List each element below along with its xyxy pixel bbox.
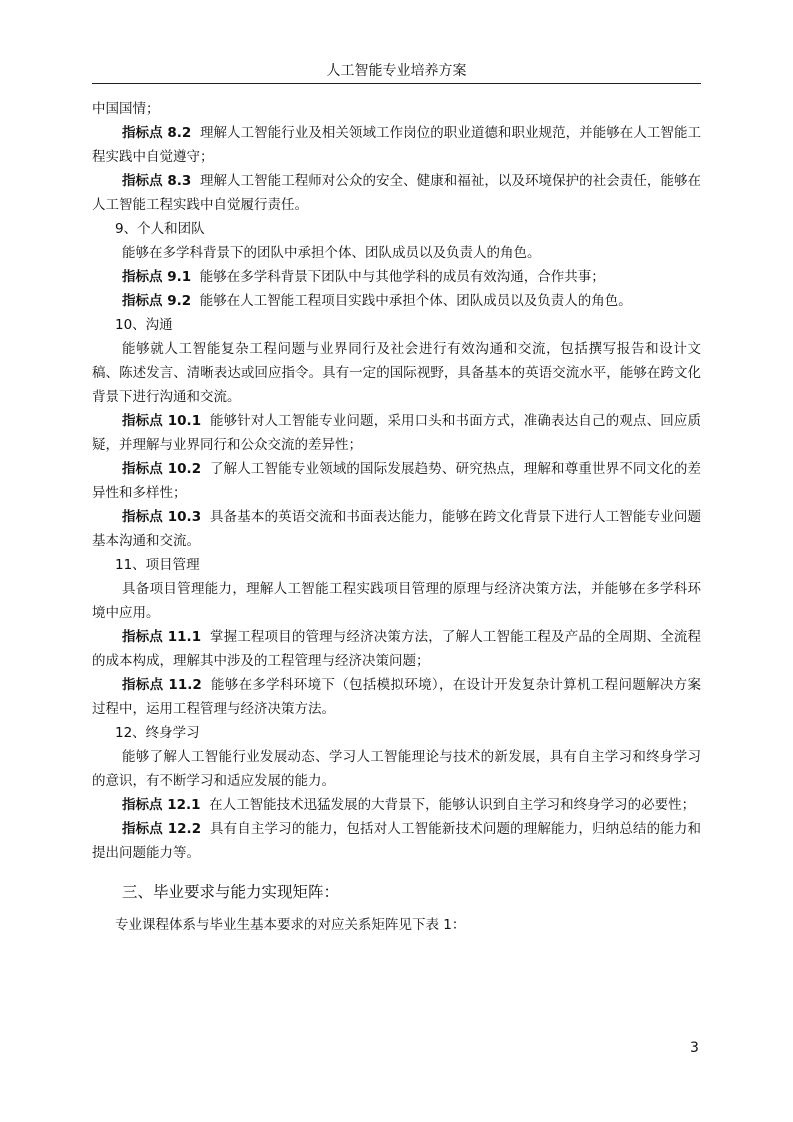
indicator-label: 指标点 12.2 bbox=[122, 821, 202, 837]
indicator-text: 了解人工智能专业领域的国际发展趋势、研究热点，理解和尊重世界不同文化的差异性和多样性； bbox=[92, 461, 701, 501]
indicator-label: 指标点 10.3 bbox=[122, 509, 202, 525]
indicator-text: 掌握工程项目的管理与经济决策方法，了解人工智能工程及产品的全周期、全流程的成本构成，理解其中涉及的工程管理与经济决策问题； bbox=[92, 629, 701, 669]
indicator-label: 指标点 8.3 bbox=[122, 173, 192, 189]
page-header: 人工智能专业培养方案 bbox=[326, 63, 467, 79]
section-three-desc: 专业课程体系与毕业生基本要求的对应关系矩阵见下表 1： bbox=[115, 917, 466, 933]
indicator-12-1 bbox=[92, 793, 701, 817]
indicator-text: 能够在多学科环境下（包括模拟环境），在设计开发复杂计算机工程问题解决方案过程中，运用工程管理与经济决策方法。 bbox=[92, 677, 701, 717]
indicator-12-2 bbox=[92, 817, 701, 865]
indicator-11-1 bbox=[92, 625, 701, 673]
paragraph-continuation: 中国国情； bbox=[92, 101, 160, 117]
indicator-text: 理解人工智能工程师对公众的安全、健康和福祉，以及环境保护的社会责任，能够在人工智能工程实践中自觉履行责任。 bbox=[92, 173, 701, 213]
section-three-heading: 三、毕业要求与能力实现矩阵： bbox=[122, 883, 340, 901]
indicator-label: 指标点 9.1 bbox=[122, 269, 192, 285]
requirement-9-heading: 9、个人和团队 bbox=[115, 221, 205, 237]
indicator-8-3 bbox=[92, 169, 701, 217]
requirement-10-heading: 10、沟通 bbox=[115, 317, 173, 333]
requirement-9-desc: 能够在多学科背景下的团队中承担个体、团队成员以及负责人的角色。 bbox=[122, 245, 541, 261]
indicator-text: 能够在人工智能工程项目实践中承担个体、团队成员以及负责人的角色。 bbox=[199, 293, 632, 309]
indicator-text: 能够在多学科背景下团队中与其他学科的成员有效沟通，合作共事； bbox=[199, 269, 605, 285]
requirement-12-heading: 12、终身学习 bbox=[115, 725, 200, 741]
requirement-11-heading: 11、项目管理 bbox=[115, 557, 200, 573]
indicator-label: 指标点 8.2 bbox=[122, 125, 192, 141]
indicator-label: 指标点 12.1 bbox=[122, 797, 201, 813]
indicator-label: 指标点 11.2 bbox=[122, 677, 202, 693]
requirement-11-desc: 具备项目管理能力，理解人工智能工程实践项目管理的原理与经济决策方法，并能够在多学科环境中应用。 bbox=[92, 581, 701, 621]
indicator-label: 指标点 10.1 bbox=[122, 413, 202, 429]
indicator-text: 理解人工智能行业及相关领域工作岗位的职业道德和职业规范，并能够在人工智能工程实践中自觉遵守； bbox=[92, 125, 701, 165]
indicator-10-3 bbox=[92, 505, 701, 553]
indicator-label: 指标点 11.1 bbox=[122, 629, 202, 645]
indicator-label: 指标点 9.2 bbox=[122, 293, 192, 309]
indicator-10-1 bbox=[92, 409, 701, 457]
indicator-label: 指标点 10.2 bbox=[122, 461, 202, 477]
indicator-text: 具备基本的英语交流和书面表达能力，能够在跨文化背景下进行人工智能专业问题基本沟通和交流。 bbox=[92, 509, 701, 549]
indicator-text: 在人工智能技术迅猛发展的大背景下，能够认识到自主学习和终身学习的必要性； bbox=[209, 797, 696, 813]
indicator-9-2 bbox=[92, 289, 701, 313]
indicator-9-1 bbox=[92, 265, 701, 289]
indicator-8-2 bbox=[92, 121, 701, 169]
document-body bbox=[92, 97, 701, 937]
requirement-10-desc: 能够就人工智能复杂工程问题与业界同行及社会进行有效沟通和交流，包括撰写报告和设计文稿、陈述发言、清晰表达或回应指令。具有一定的国际视野，具备基本的英语交流水平，能够在跨文化背景下进行沟通和交流。 bbox=[92, 341, 701, 405]
requirement-12-desc: 能够了解人工智能行业发展动态、学习人工智能理论与技术的新发展，具有自主学习和终身学习的意识，有不断学习和适应发展的能力。 bbox=[92, 749, 701, 789]
indicator-text: 具有自主学习的能力，包括对人工智能新技术问题的理解能力，归纳总结的能力和提出问题能力等。 bbox=[92, 821, 701, 861]
page-number: 3 bbox=[690, 1040, 699, 1056]
header-divider bbox=[92, 83, 701, 84]
indicator-10-2 bbox=[92, 457, 701, 505]
indicator-text: 能够针对人工智能专业问题，采用口头和书面方式，准确表达自己的观点、回应质疑，并理解与业界同行和公众交流的差异性； bbox=[92, 413, 701, 453]
indicator-11-2 bbox=[92, 673, 701, 721]
